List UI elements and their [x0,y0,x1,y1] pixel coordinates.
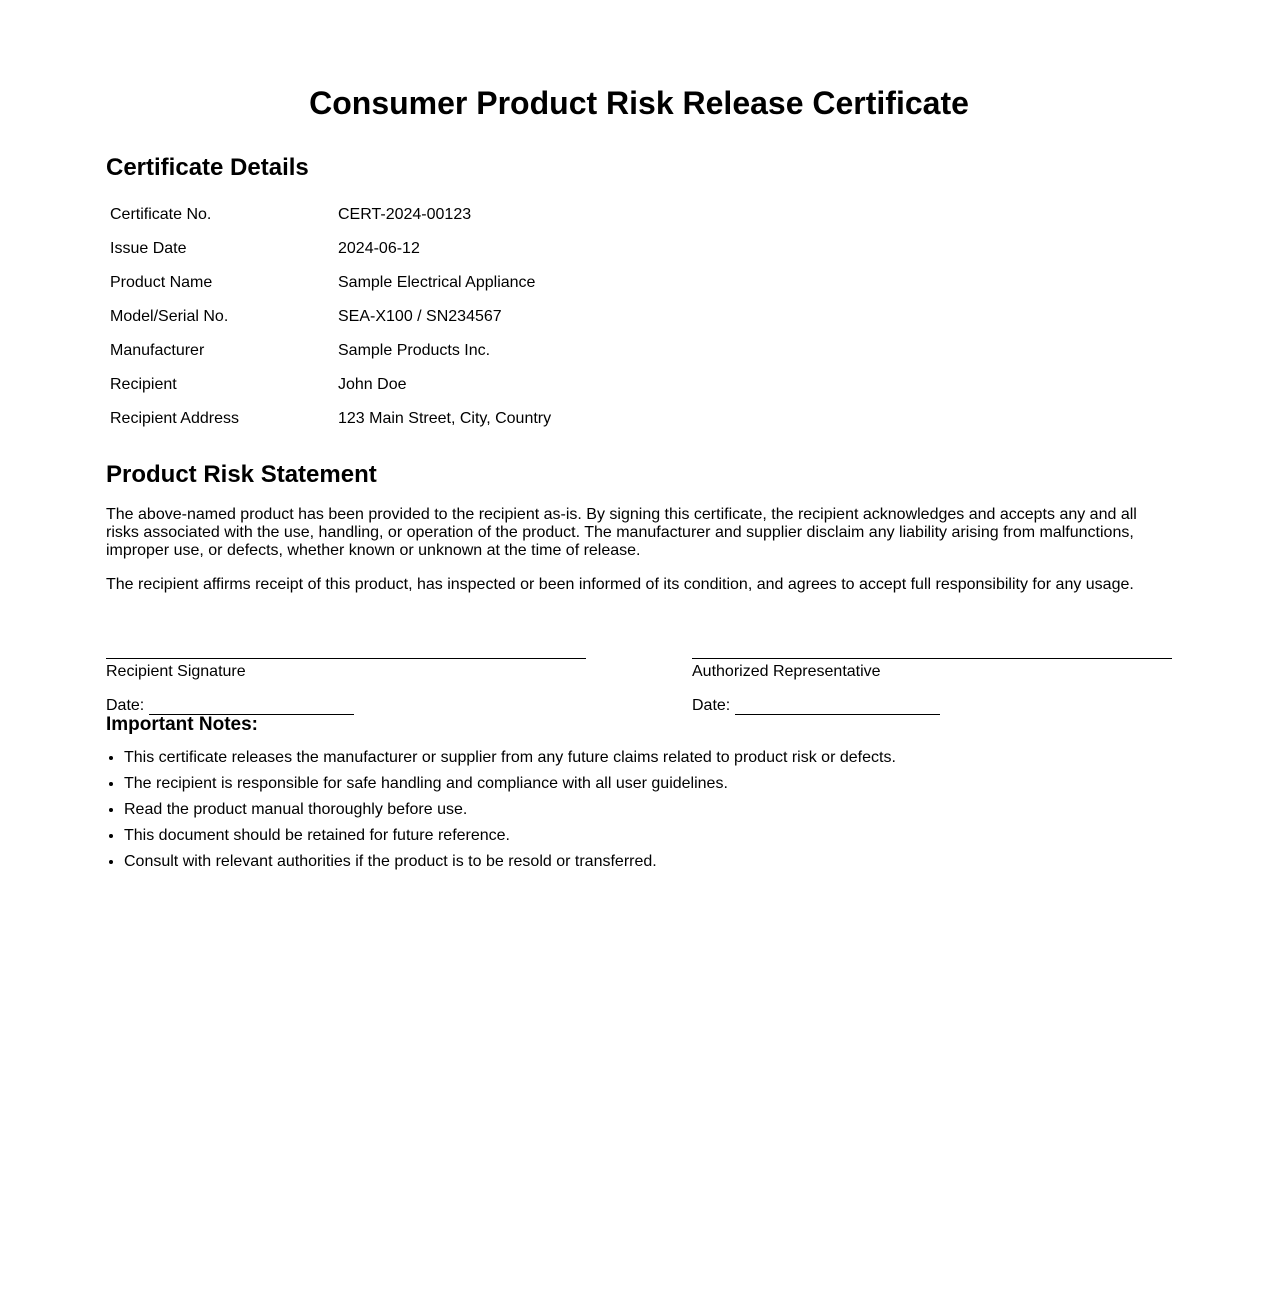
table-row [106,232,555,266]
date-label: Date: [692,697,731,714]
detail-value: Sample Electrical Appliance [338,274,536,291]
detail-value: SEA-X100 / SN234567 [338,308,502,325]
detail-label: Certificate No. [110,206,212,223]
certificate-details-heading: Certificate Details [106,154,309,181]
representative-signature-label: Authorized Representative [692,663,881,680]
detail-label: Recipient [110,376,177,393]
representative-signature-line[interactable] [692,630,1172,659]
detail-label: Manufacturer [110,342,205,359]
affirmation-paragraph: The recipient affirms receipt of this product, has inspected or been informed of its condition, and agrees to accept full responsibility for any usage. [106,576,1134,593]
detail-value: 2024-06-12 [338,240,420,257]
table-row [106,334,555,368]
important-notes-list [106,749,896,879]
list-item: • The recipient is responsible for safe handling and compliance with all user guidelines. [124,775,896,801]
detail-label: Issue Date [110,240,187,257]
detail-label: Recipient Address [110,410,239,427]
table-row [106,402,555,436]
date-label: Date: [106,697,145,714]
recipient-signature-label: Recipient Signature [106,663,246,680]
document-title: Consumer Product Risk Release Certificate [309,85,969,121]
recipient-signature-line[interactable] [106,630,586,659]
list-item: • This certificate releases the manufacturer or supplier from any future claims related to product risk or defects. [124,749,896,775]
list-item: • Consult with relevant authorities if the product is to be resold or transferred. [124,853,896,879]
table-row [106,266,555,300]
detail-label: Product Name [110,274,213,291]
risk-statement-heading: Product Risk Statement [106,461,377,488]
detail-label: Model/Serial No. [110,308,229,325]
table-row [106,198,555,232]
detail-value: John Doe [338,376,407,393]
detail-value: 123 Main Street, City, Country [338,410,552,427]
recipient-date-blank[interactable] [149,698,354,715]
representative-date-row [692,697,1172,715]
detail-value: CERT-2024-00123 [338,206,472,223]
representative-signature-block [692,630,1172,715]
recipient-signature-block [106,630,586,715]
table-row [106,300,555,334]
list-item: • This document should be retained for future reference. [124,827,896,853]
list-item: • Read the product manual thoroughly before use. [124,801,896,827]
detail-value: Sample Products Inc. [338,342,491,359]
recipient-date-row [106,697,586,715]
certificate-details-table [106,198,555,436]
representative-date-blank[interactable] [735,698,940,715]
important-notes-heading: Important Notes: [106,714,258,735]
table-row [106,368,555,402]
risk-statement-paragraph: The above-named product has been provided to the recipient as-is. By signing this certificate, the recipient acknowledges and accepts any and all risks associated with the use, handling, or operation of the product. The manufacturer and supplier disclaim any liability arising from malfunctions, improper use, or defects, whether known or unknown at the time of release. [106,506,1137,559]
